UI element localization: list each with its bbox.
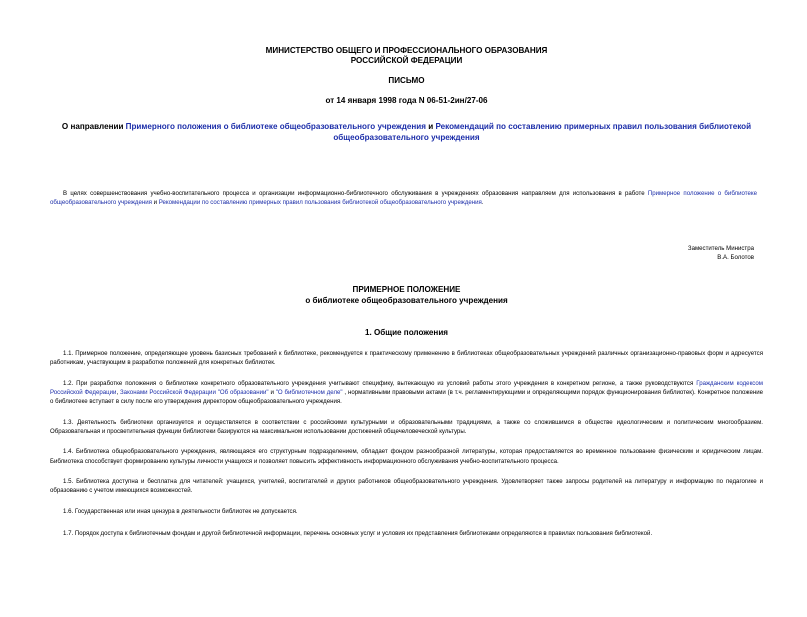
intro-text: В целях совершенствования учебно-воспитательного процесса и организации информационно-библиотечного обслуживания в учреждениях образования направляем для использования в работе: [63, 190, 648, 197]
p1-2-sep1: ,: [116, 389, 120, 397]
paragraph-1-7: 1.7. Порядок доступа к библиотечным фондам и другой библиотечной информации, перечень основных услуг и условия их представления библиотеками определяются в правилах пользования библиотекой.: [63, 529, 653, 537]
regulation-title-block: [50, 285, 763, 306]
subject-link-regulation[interactable]: Примерного положения о библиотеке общеобразовательного учреждения: [125, 122, 426, 131]
p1-2-start: 1.2. При разработке положения о библиотеке конкретного образовательного учреждения учитывают специфику, вытекающую из условий работы этого учреждения в конкретном регионе, а также руководствуются: [63, 379, 697, 387]
paragraph-1-2: [50, 379, 763, 407]
p1-2-sep2: и: [268, 389, 276, 397]
p1-2-end: , нормативными правовыми актами (в т.ч. регламентирующими и определяющими порядок функционирования библиотек). Конкретное положение о библиотеке вступает в силу после его утверждения директором общеобразовательного учреждения.: [50, 389, 764, 406]
intro-link-recommendations[interactable]: Рекомендации по составлению примерных правил пользования библиотекой общеобразовательного учреждения: [158, 199, 482, 207]
intro-end: .: [481, 199, 484, 207]
intro-paragraph: [50, 189, 763, 208]
paragraph-1-6: 1.6. Государственная или иная цензура в деятельности библиотек не допускается.: [63, 508, 298, 516]
ministry-header: [50, 46, 763, 66]
document-date-number: от 14 января 1998 года N 06-51-2ин/27-06: [325, 96, 488, 105]
regulation-subtitle: о библиотеке общеобразовательного учреждения: [305, 295, 508, 305]
subject-prefix: О направлении: [61, 122, 126, 131]
ministry-line-2: РОССИЙСКОЙ ФЕДЕРАЦИИ: [350, 56, 463, 65]
ministry-line-1: МИНИСТЕРСТВО ОБЩЕГО И ПРОФЕССИОНАЛЬНОГО ОБРАЗОВАНИЯ: [265, 46, 548, 55]
signature-position: Заместитель Министра: [687, 244, 754, 252]
paragraph-1-5: 1.5. Библиотека доступна и бесплатна для читателей: учащихся, учителей, воспитателей и других работников общеобразовательного учреждения. Удовлетворяет также запросы родителей на литературу и информацию по педагогике и образованию с учетом имеющихся возможностей.: [50, 477, 763, 495]
signature-name: В.А. Болотов: [717, 253, 754, 261]
intro-middle: и: [151, 199, 159, 207]
regulation-title: ПРИМЕРНОЕ ПОЛОЖЕНИЕ: [352, 285, 461, 295]
paragraph-1-4: 1.4. Библиотека общеобразовательного учреждения, являющаяся его структурным подразделением, обладает фондом разнообразной литературы, которая предоставляется во временное пользование физическим и юридическим лицам. Библиотека способствует формированию культуры личности учащихся и позволяет повысить эффективность информационного обслуживания учебно-воспитательного процесса.: [50, 448, 763, 465]
paragraph-1-1: 1.1. Примерное положение, определяющее уровень базисных требований к библиотеке, рекомендуется к практическому применению в библиотеках общеобразовательных учреждений различных организационно-правовых форм и адресуется работникам, участвующим в разработке положений для конкретных библиотек.: [50, 350, 763, 367]
signature-block: [50, 244, 763, 263]
link-civil-code[interactable]: Гражданским кодексом Российской Федерации: [50, 379, 763, 397]
link-law-education[interactable]: Законами Российской Федерации "Об образовании": [120, 389, 269, 397]
letter-subject: [50, 121, 763, 143]
document-page: [0, 46, 807, 617]
link-law-libraries[interactable]: "О библиотечном деле": [275, 389, 343, 397]
section-1-title: 1. Общие положения: [364, 328, 449, 338]
document-type: ПИСЬМО: [388, 76, 425, 85]
subject-middle: и: [425, 122, 436, 131]
subject-link-recommendations[interactable]: Рекомендаций по составлению примерных правил пользования библиотекой общеобразовательного учреждения: [333, 122, 752, 142]
intro-link-regulation[interactable]: Примерное положение о библиотеке общеобразовательного учреждения: [50, 190, 757, 207]
paragraph-1-3: 1.3. Деятельность библиотеки организуется и осуществляется в соответствии с российскими культурными и образовательными традициями, а также со сложившимся в обществе идеологическим и политическим многообразием. Образовательная и просветительная функции библиотеки базируются на максимальном использовании достижений общечеловеческой культуры.: [50, 418, 763, 435]
